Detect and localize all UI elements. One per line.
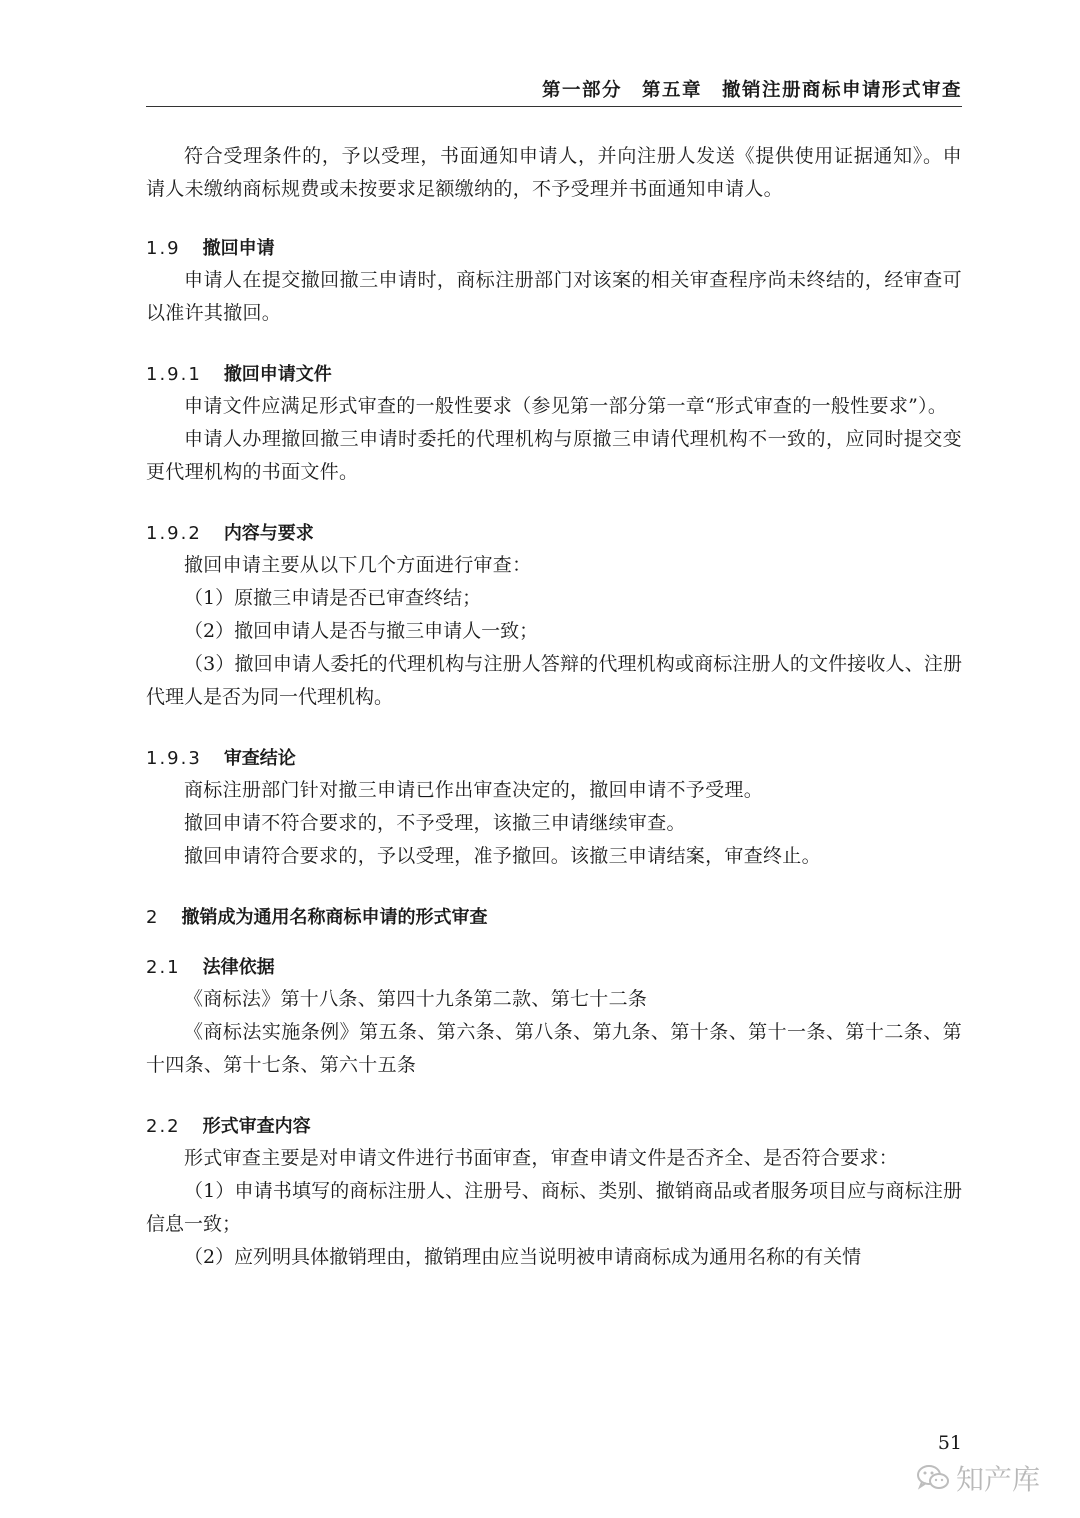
section-title: 审查结论 — [223, 748, 296, 769]
running-header-title: 第一部分 第五章 撤销注册商标申请形式审查 — [541, 80, 962, 101]
list-item: （2）撤回申请人是否与撤三申请人一致； — [184, 620, 539, 642]
paragraph: 申请人办理撤回撤三申请时委托的代理机构与原撤三申请代理机构不一致的，应同时提交变更代理机构的书面文件。 — [146, 428, 962, 483]
section-number: 1.9.3 — [146, 748, 202, 769]
section-heading-2-1 — [146, 953, 962, 983]
section-title: 内容与要求 — [223, 523, 314, 544]
section-title: 撤回申请 — [202, 238, 275, 259]
section-heading-1-9-1 — [146, 360, 962, 390]
section-heading-2-2 — [146, 1112, 962, 1142]
section-title: 撤销成为通用名称商标申请的形式审查 — [181, 907, 488, 928]
section-heading-1-9-3 — [146, 744, 962, 774]
page-content — [146, 140, 962, 1274]
section-number: 2.1 — [146, 957, 181, 978]
section-heading-1-9 — [146, 234, 962, 264]
section-heading-1-9-2 — [146, 519, 962, 549]
section-title: 撤回申请文件 — [223, 364, 332, 385]
section-number: 2.2 — [146, 1116, 181, 1137]
list-item: （1）原撤三申请是否已审查终结； — [184, 587, 482, 609]
page-number: 51 — [937, 1432, 962, 1454]
paragraph: 《商标法实施条例》第五条、第六条、第八条、第九条、第十条、第十一条、第十二条、第十四条、第十七条、第六十五条 — [146, 1021, 962, 1076]
list-item: （2）应列明具体撤销理由，撤销理由应当说明被申请商标成为通用名称的有关情 — [184, 1246, 862, 1268]
list-item: （3）撤回申请人委托的代理机构与注册人答辩的代理机构或商标注册人的文件接收人、注册代理人是否为同一代理机构。 — [146, 653, 962, 708]
paragraph: 申请文件应满足形式审查的一般性要求（参见第一部分第一章“形式审查的一般性要求”）。 — [184, 395, 948, 417]
section-heading-2 — [146, 903, 962, 933]
paragraph: 撤回申请符合要求的，予以受理，准予撤回。该撤三申请结案，审查终止。 — [184, 845, 821, 867]
section-number: 2 — [146, 907, 160, 928]
section-title: 形式审查内容 — [202, 1116, 311, 1137]
paragraph: 《商标法》第十八条、第四十九条第二款、第七十二条 — [184, 988, 648, 1010]
watermark-text: 知产库 — [955, 1463, 1040, 1496]
list-item: （1）申请书填写的商标注册人、注册号、商标、类别、撤销商品或者服务项目应与商标注册信息一致； — [146, 1180, 962, 1235]
running-header — [146, 68, 962, 107]
paragraph: 撤回申请主要从以下几个方面进行审查： — [184, 554, 532, 576]
section-number: 1.9.1 — [146, 364, 202, 385]
watermark — [916, 1458, 1040, 1498]
paragraph: 商标注册部门针对撤三申请已作出审查决定的，撤回申请不予受理。 — [184, 779, 764, 801]
section-number: 1.9 — [146, 238, 181, 259]
paragraph: 形式审查主要是对申请文件进行书面审查，审查申请文件是否齐全、是否符合要求： — [184, 1147, 899, 1169]
wechat-icon — [916, 1464, 950, 1492]
paragraph: 申请人在提交撤回撤三申请时，商标注册部门对该案的相关审查程序尚未终结的，经审查可以准许其撤回。 — [146, 269, 962, 324]
paragraph: 撤回申请不符合要求的，不予受理，该撤三申请继续审查。 — [184, 812, 686, 834]
section-title: 法律依据 — [202, 957, 275, 978]
section-number: 1.9.2 — [146, 523, 202, 544]
paragraph: 符合受理条件的，予以受理，书面通知申请人，并向注册人发送《提供使用证据通知》。申请人未缴纳商标规费或未按要求足额缴纳的，不予受理并书面通知申请人。 — [146, 145, 962, 200]
